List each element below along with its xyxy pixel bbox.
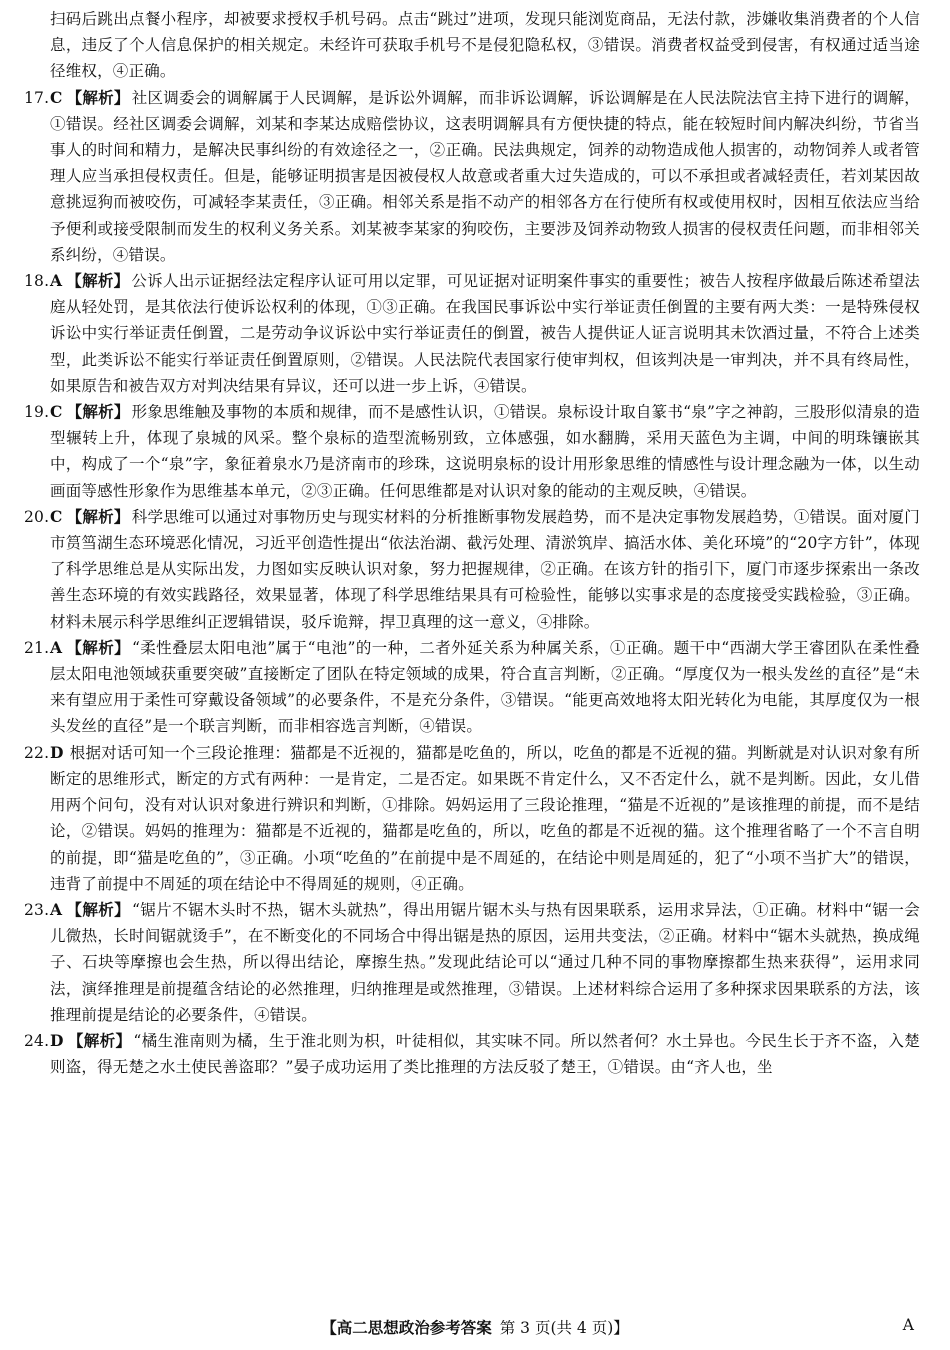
footer-exam-title: 【高二思想政治参考答案	[321, 1318, 492, 1337]
analysis-text: 科学思维可以通过对事物历史与现实材料的分析推断事物发展趋势，而不是决定事物发展趋势，①错误。面对厦门市筼筜湖生态环境恶化情况，习近平创造性提出“依法治湖、截污处理、清淤筑岸、搞活水体、美化环境”的“20字方针”，体现了科学思维总是从实际出发，力图如实反映认识对象，努力把握规律，②正确。在该方针的指引下，厦门市逐步探索出一条改善生态环境的有效实践路径，效果显著，体现了科学思维结果具有可检验性，能够以实事求是的态度接受实践检验，③正确。材料未展示科学思维纠正逻辑错误，驳斥诡辩，捍卫真理的这一意义，④排除。	[50, 507, 920, 631]
answer-item	[24, 740, 920, 897]
answer-letter: C	[50, 402, 63, 422]
answer-letter: A	[50, 899, 63, 919]
answer-item	[24, 85, 920, 268]
analysis-tag: 【解析】	[66, 88, 130, 107]
question-number: 21.	[24, 638, 50, 657]
answer-page	[24, 0, 920, 1080]
page-footer	[0, 1316, 950, 1342]
analysis-text: 公诉人出示证据经法定程序认证可用以定罪，可见证据对证明案件事实的重要性；被告人按程序做最后陈述希望法庭从轻处罚，是其依法行使诉讼权利的体现，①③正确。在我国民事诉讼中实行举证责任倒置的主要有两大类：一是特殊侵权诉讼中实行举证责任倒置，二是劳动争议诉讼中实行举证责任的倒置，被告人提供证人证言说明其未饮酒过量，不符合上述类型，此类诉讼不能实行举证责任倒置原则，②错误。人民法院代表国家行使审判权，但该判决是一审判决，并不具有终局性，如果原告和被告双方对判决结果有异议，还可以进一步上诉，④错误。	[50, 272, 920, 395]
analysis-tag: 【解析】	[67, 1031, 132, 1050]
analysis-text: “锯片不锯木头时不热，锯木头就热”，得出用锯片锯木头与热有因果联系，运用求异法，①正确。材料中“锯一会儿微热，长时间锯就烫手”，在不断变化的不同场合中得出锯是热的原因，运用共变法，②正确。材料中“锯木头就热，换成绳子、石块等摩擦也会生热，所以得出结论，摩擦生热。”发现此结论可以“通过几种不同的事物摩擦都生热来获得”，运用求同法，演绎推理是前提蕴含结论的必然推理，归纳推理是或然推理，③错误。上述材料综合运用了多种探求因果联系的方法，该推理前提是结论的必要条件，④错误。	[50, 900, 920, 1024]
answer-letter: A	[50, 271, 63, 291]
question-number: 24.	[24, 1031, 50, 1050]
question-number: 18.	[24, 272, 50, 291]
analysis-tag: 【解析】	[66, 638, 130, 657]
analysis-text: “橘生淮南则为橘，生于淮北则为枳，叶徒相似，其实味不同。所以然者何？水土异也。今民生长于齐不盗，入楚则盗，得无楚之水土使民善盗耶？”晏子成功运用了类比推理的方法反驳了楚王，①错误。由“齐人也，坐	[50, 1031, 920, 1077]
question-number: 23.	[24, 900, 50, 919]
answer-letter: D	[50, 742, 64, 762]
analysis-text: 社区调委会的调解属于人民调解，是诉讼外调解，而非诉讼调解，诉讼调解是在人民法院法官主持下进行的调解，①错误。经社区调委会调解，刘某和李某达成赔偿协议，这表明调解具有方便快捷的特点，能在较短时间内解决纠纷，节省当事人的时间和精力，是解决民事纠纷的有效途径之一，②正确。民法典规定，饲养的动物造成他人损害的，动物饲养人或者管理人应当承担侵权责任。但是，能够证明损害是因被侵权人故意或者重大过失造成的，可以不承担或者减轻责任，若刘某因故意挑逗狗而被咬伤，可减轻李某责任，③正确。相邻关系是指不动产的相邻各方在行使所有权或使用权时，因相互依法应当给予便利或接受限制而发生的权利义务关系。刘某被李某家的狗咬伤，主要涉及饲养动物致人损害的侵权责任问题，而非相邻关系纠纷，④错误。	[50, 88, 920, 264]
footer-title	[0, 1316, 950, 1338]
analysis-text: 形象思维触及事物的本质和规律，而不是感性认识，①错误。泉标设计取自篆书“泉”字之神韵，三股形似清泉的造型辗转上升，体现了泉城的风采。整个泉标的造型流畅别致，立体感强，如水翻腾，采用天蓝色为主调，中间的明珠镶嵌其中，构成了一个“泉”字，象征着泉水乃是济南市的珍珠，这说明泉标的设计用形象思维的情感性与设计理念融为一体，以生动画面等感性形象作为思维基本单元，②③正确。任何思维都是对认识对象的能动的主观反映，④错误。	[50, 403, 920, 500]
answer-item	[24, 635, 920, 740]
question-number: 22.	[24, 743, 50, 762]
answer-item	[24, 897, 920, 1028]
analysis-text: 根据对话可知一个三段论推理：猫都是不近视的，猫都是吃鱼的，所以，吃鱼的都是不近视的猫。判断就是对认识对象有所断定的思维形式，断定的方式有两种：一是肯定，二是否定。如果既不肯定什么，又不否定什么，就不是判断。因此，女儿借用两个问句，没有对认识对象进行辨识和判断，①排除。妈妈运用了三段论推理，“猫是不近视的”是该推理的前提，而不是结论，②错误。妈妈的推理为：猫都是不近视的，猫都是吃鱼的，所以，吃鱼的都是不近视的猫。这个推理省略了一个不言自明的前提，即“猫是吃鱼的”，③正确。小项“吃鱼的”在前提中是不周延的，在结论中则是周延的，犯了“小项不当扩大”的错误，违背了前提中不周延的项在结论中不得周延的规则，④正确。	[50, 743, 920, 893]
answer-letter: C	[50, 87, 63, 107]
paper-version: A	[902, 1316, 914, 1334]
answer-letter: C	[50, 506, 63, 526]
intro-continuation: 扫码后跳出点餐小程序，却被要求授权手机号码。点击“跳过”进项，发现只能浏览商品，无法付款，涉嫌收集消费者的个人信息，违反了个人信息保护的相关规定。未经许可获取手机号不是侵犯隐私权，③错误。消费者权益受到侵害，有权通过适当途径维权，④正确。	[50, 10, 920, 81]
footer-page-info: 第 3 页(共 4 页)】	[499, 1319, 629, 1337]
answer-list	[24, 85, 920, 1081]
analysis-tag: 【解析】	[66, 507, 130, 526]
answer-item	[24, 1028, 920, 1080]
analysis-tag: 【解析】	[66, 272, 130, 291]
analysis-tag: 【解析】	[66, 403, 130, 422]
answer-item	[24, 399, 920, 504]
question-number: 17.	[24, 88, 50, 107]
analysis-tag: 【解析】	[66, 900, 131, 919]
answer-item	[24, 268, 920, 399]
analysis-text: “柔性叠层太阳电池”属于“电池”的一种，二者外延关系为种属关系，①正确。题干中“西湖大学王睿团队在柔性叠层太阳电池领域获重要突破”直接断定了团队在特定领域的成果，符合直言判断，②正确。“厚度仅为一根头发丝的直径”是“未来有望应用于柔性可穿戴设备领域”的必要条件，不是充分条件，③错误。“能更高效地将太阳光转化为电能，其厚度仅为一根头发丝的直径”是一个联言判断，而非相容选言判断，④错误。	[50, 638, 920, 736]
answer-letter: D	[50, 1030, 64, 1050]
answer-item	[24, 504, 920, 635]
answer-letter: A	[50, 637, 63, 657]
question-number: 19.	[24, 403, 50, 422]
question-number: 20.	[24, 507, 50, 526]
